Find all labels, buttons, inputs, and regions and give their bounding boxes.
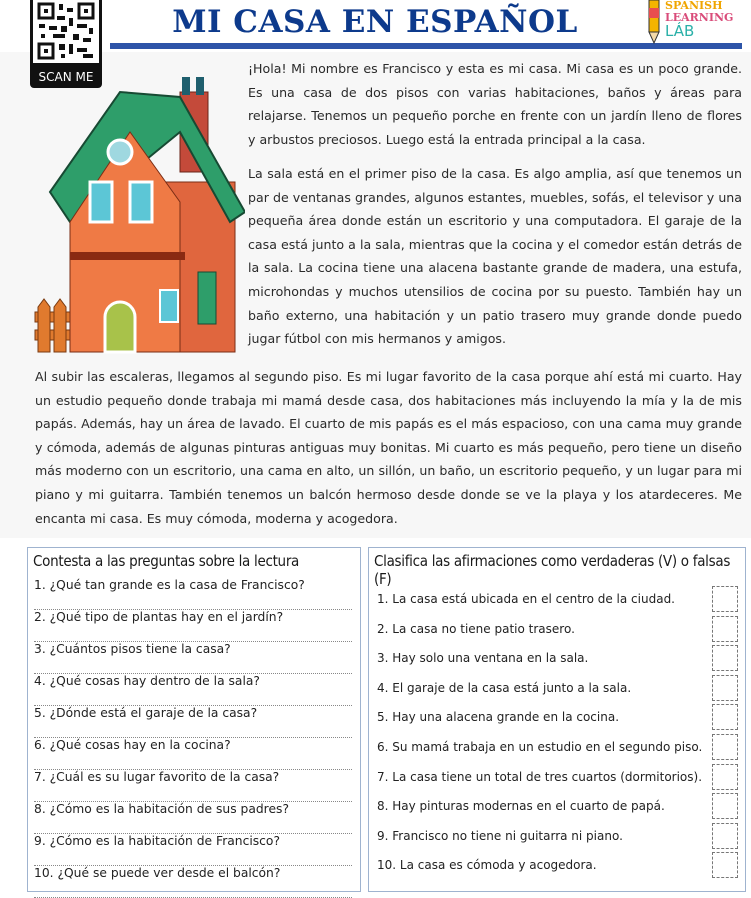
question-text: 7. ¿Cuál es su lugar favorito de la casa? xyxy=(34,770,280,784)
pencil-icon xyxy=(645,0,663,44)
answer-checkbox[interactable] xyxy=(712,734,738,760)
question-answer-line[interactable] xyxy=(34,642,352,674)
true-false-title: Clasifica las afirmaciones como verdaderas (V) o falsas (F) xyxy=(374,552,731,588)
question-answer-line[interactable] xyxy=(34,706,352,738)
logo-line-spanish: SPANISH xyxy=(665,0,723,12)
statement-text: 3. Hay solo una ventana en la sala. xyxy=(377,651,589,666)
question-text: 10. ¿Qué se puede ver desde el balcón? xyxy=(34,866,281,880)
answer-checkbox[interactable] xyxy=(712,675,738,701)
statement-text: 8. Hay pinturas modernas en el cuarto de papá. xyxy=(377,799,665,814)
statement-text: 10. La casa es cómoda y acogedora. xyxy=(377,858,597,873)
question-text: 1. ¿Qué tan grande es la casa de Francisco? xyxy=(34,578,305,592)
true-false-section xyxy=(368,547,746,892)
question-answer-line[interactable] xyxy=(34,674,352,706)
paragraph-intro: ¡Hola! Mi nombre es Francisco y esta es mi casa. Mi casa es un poco grande. Es una casa de dos pisos con varias habitaciones, baños y áreas para relajarse. Tenemos un pequeño porche en frente con un jardín lleno de flores y arbustos preciosos. Luego está la entrada principal a la casa. xyxy=(248,61,742,147)
statement-text: 6. Su mamá trabaja en un estudio en el segundo piso. xyxy=(377,740,703,754)
question-answer-line[interactable] xyxy=(34,738,352,770)
house-illustration xyxy=(30,72,245,357)
answer-checkbox[interactable] xyxy=(712,586,738,612)
question-answer-line[interactable] xyxy=(34,834,352,866)
answer-checkbox[interactable] xyxy=(712,704,738,730)
answer-checkbox[interactable] xyxy=(712,793,738,819)
question-answer-line[interactable] xyxy=(34,578,352,610)
qr-code[interactable] xyxy=(30,0,102,66)
statement-text: 7. La casa tiene un total de tres cuartos (dormitorios). xyxy=(377,769,703,784)
paragraph-second-floor: Al subir las escaleras, llegamos al segundo piso. Es mi lugar favorito de la casa porque ahí está mi cuarto. Hay un estudio pequeño donde trabaja mi mamá desde casa, dos habitaciones más incluyendo la mía y la de mis papás. Además, hay un área de lavado. El cuarto de mis papás es el más espacioso, con una cama muy grande y cómoda, además de algunas pinturas antiguas muy bonitas. Mi cuarto es más pequeño, pero tiene un diseño más moderno con un escritorio, una cama en alto, un sillón, un baño, un escritorio pequeño, y un lugar para mi piano y mi guitarra. También tenemos un balcón hermoso desde donde se ve la playa y los atardeceres. Me encanta mi casa. Es muy cómoda, moderna y acogedora. xyxy=(35,369,742,526)
logo-line-lab: LÁB xyxy=(665,22,695,40)
answer-checkbox[interactable] xyxy=(712,645,738,671)
question-answer-line[interactable] xyxy=(34,866,352,898)
answer-checkbox[interactable] xyxy=(712,616,738,642)
question-text: 3. ¿Cuántos pisos tiene la casa? xyxy=(34,642,231,656)
questions-section xyxy=(27,547,361,892)
page-title: MI CASA EN ESPAÑOL xyxy=(172,4,578,40)
question-answer-line[interactable] xyxy=(34,610,352,642)
answer-checkbox[interactable] xyxy=(712,764,738,790)
logo-line-learning: LEARNING xyxy=(665,11,734,24)
statement-text: 1. La casa está ubicada en el centro de la ciudad. xyxy=(377,592,675,606)
statement-text: 2. La casa no tiene patio trasero. xyxy=(377,621,575,636)
question-text: 6. ¿Qué cosas hay en la cocina? xyxy=(34,738,231,752)
scan-me-label: SCAN ME xyxy=(30,66,102,88)
answer-checkbox[interactable] xyxy=(712,852,738,878)
answer-checkbox[interactable] xyxy=(712,823,738,849)
question-text: 4. ¿Qué cosas hay dentro de la sala? xyxy=(34,674,260,688)
spanish-learning-lab-logo xyxy=(645,0,745,44)
question-text: 9. ¿Cómo es la habitación de Francisco? xyxy=(34,834,280,848)
qr-code-icon xyxy=(33,0,99,62)
question-text: 5. ¿Dónde está el garaje de la casa? xyxy=(34,706,258,720)
statement-text: 9. Francisco no tiene ni guitarra ni piano. xyxy=(377,828,623,843)
question-text: 8. ¿Cómo es la habitación de sus padres? xyxy=(34,802,289,816)
question-answer-line[interactable] xyxy=(34,802,352,834)
question-answer-line[interactable] xyxy=(34,770,352,802)
paragraph-first-floor: La sala está en el primer piso de la casa. Es algo amplia, así que tenemos un par de ventanas grandes, algunos estantes, muebles, sofás, el televisor y una pequeña área donde están un escritorio y una computadora. El garaje de la casa está junto a la sala, mientras que la cocina y el comedor están detrás de la sala. La cocina tiene una alacena bastante grande de madera, una estufa, microhondas y muchos utensilios de cocina por su puesto. También hay un baño externo, una habitación y un patio trasero muy grande donde puedo jugar fútbol con mis hermanos y amigos. xyxy=(248,166,742,347)
question-text: 2. ¿Qué tipo de plantas hay en el jardín? xyxy=(34,610,284,624)
statement-text: 5. Hay una alacena grande en la cocina. xyxy=(377,710,620,725)
statement-text: 4. El garaje de la casa está junto a la sala. xyxy=(377,680,632,695)
questions-title: Contesta a las preguntas sobre la lectura xyxy=(33,552,300,570)
